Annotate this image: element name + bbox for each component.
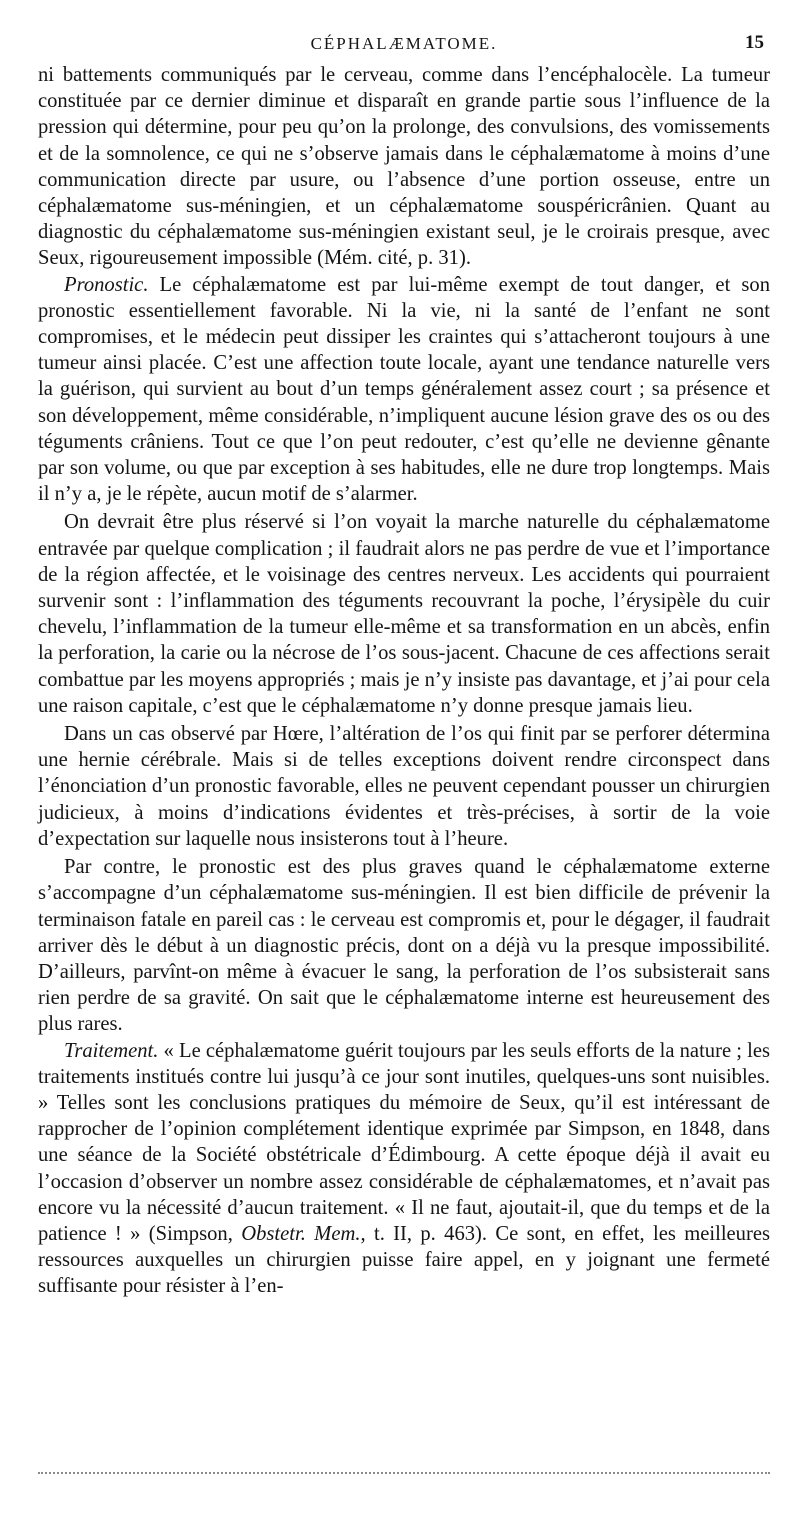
paragraph-hoere-case [38, 721, 770, 852]
body-text [38, 62, 770, 1300]
paragraph-text: ni battements communiqués par le cerveau, comme dans l’encéphalocèle. La tumeur constituée par ce dernier diminue et disparaît en grande partie sous l’influence de la pression qui détermine, pour peu qu’on la prolonge, des convulsions, des vomissements et de la somnolence, ce qui ne s’observe jamais dans le céphalæmatome à moins d’une communication directe par usure, ou l’absence d’une portion osseuse, entre un céphalæmatome sus-méningien, et un céphalæmatome souspéricrânien. Quant au diagnostic du céphalæmatome sus-méningien existant seul, je le croirais presque, avec Seux, rigoureusement impossible (Mém. cité, p. 31). [38, 64, 770, 270]
paragraph-pronostic [38, 272, 770, 508]
paragraph-text: Dans un cas observé par Hœre, l’altération de l’os qui finit par se perforer détermina une hernie cérébrale. Mais si de telles exceptions doivent rendre circonspect dans l’énonciation d’un pronostic favorable, elles ne peuvent cependant pousser un chirurgien judicieux, à moins d’indications évidentes et très-précises, à sortir de la voie d’expectation sur laquelle nous insisterons tout à l’heure. [38, 723, 770, 850]
paragraph-text: , t. II, p. 463). Ce sont, en effet, les meilleures ressources auxquelles un chirurgien puisse faire appel, en y joignant une fermeté suffisante pour résister à l’en- [38, 1222, 770, 1298]
paragraph-complications [38, 509, 770, 719]
paragraph-text: Le céphalæmatome est par lui-même exempt de tout danger, et son pronostic essentiellement favorable. Ni la vie, ni la santé de l’enfant ne sont compromises, et le médecin peut dissiper les craintes qui s’attacheront toujours à une tumeur ainsi placée. C’est une affection toute locale, ayant une tendance naturelle vers la guérison, qui survient au bout d’un temps généralement assez court ; sa présence et son développement, même considérable, n’impliquent aucune lésion grave des os ou des téguments crâniens. Tout ce que l’on peut redouter, c’est qu’elle ne devienne gênante par son volume, ou que par exception à ses habitudes, elle ne dure trop longtemps. Mais il n’y a, je le répète, aucun motif de s’alarmer. [38, 273, 770, 506]
paragraph-traitement [38, 1038, 770, 1300]
running-title: CÉPHALÆMATOME. [310, 34, 498, 53]
paragraph-text: Par contre, le pronostic est des plus graves quand le céphalæmatome externe s’accompagne d’un céphalæmatome sus-méningien. Il est bien difficile de prévenir la terminaison fatale en pareil cas : le cerveau est compromis et, pour le dégager, il faudrait arriver dès le début à un diagnostic précis, dont on a déjà vu la presque impossibilité. D’ailleurs, parvînt-on même à évacuer le sang, la perforation de l’os subsisterait sans rien perdre de sa gravité. On sait que le céphalæmatome interne est heureusement des plus rares. [38, 856, 770, 1036]
paragraph-text: « Le céphalæmatome guérit toujours par les seuls efforts de la nature ; les traitements institués contre lui jusqu’à ce jour sont inutiles, quelques-uns sont nuisibles. » Telles sont les conclusions pratiques du mémoire de Seux, qu’il est intéressant de rapprocher de l’opinion complétement identique exprimée par Simpson, en 1848, dans une séance de la Société obstétricale d’Édimbourg. A cette époque déjà il avait eu l’occasion d’observer un nombre assez considérable de céphalæmatomes, et n’avait pas encore vu la nécessité d’aucun traitement. « Il ne faut, ajoutait-il, que du temps et de la patience ! » (Simpson, [38, 1039, 770, 1245]
paragraph-continuation [38, 62, 770, 272]
section-lead-pronostic: Pronostic. [64, 273, 149, 296]
running-head [38, 28, 770, 62]
paragraph-grave-prognosis [38, 854, 770, 1037]
paragraph-text: On devrait être plus réservé si l’on voyait la marche naturelle du céphalæmatome entravée par quelque complication ; il faudrait alors ne pas perdre de vue et l’importance de la région affectée, et le voisinage des centres nerveux. Les accidents qui pourraient survenir sont : l’inflammation des téguments recouvrant la poche, l’érysipèle du cuir chevelu, l’inflammation de la tumeur elle-même et sa transformation en un abcès, enfin la perforation, la carie ou la nécrose de l’os sous-jacent. Chacune de ces affections serait combattue par les moyens appropriés ; mais je n’y insiste pas davantage, et j’ai pour cela une raison capitale, c’est que le céphalæmatome n’y donne presque jamais lieu. [38, 511, 770, 717]
page-number: 15 [745, 32, 764, 53]
reference-work-title: Obstetr. Mem. [241, 1222, 361, 1245]
section-lead-traitement: Traitement. [64, 1039, 159, 1062]
bottom-dotted-rule [38, 1472, 770, 1474]
